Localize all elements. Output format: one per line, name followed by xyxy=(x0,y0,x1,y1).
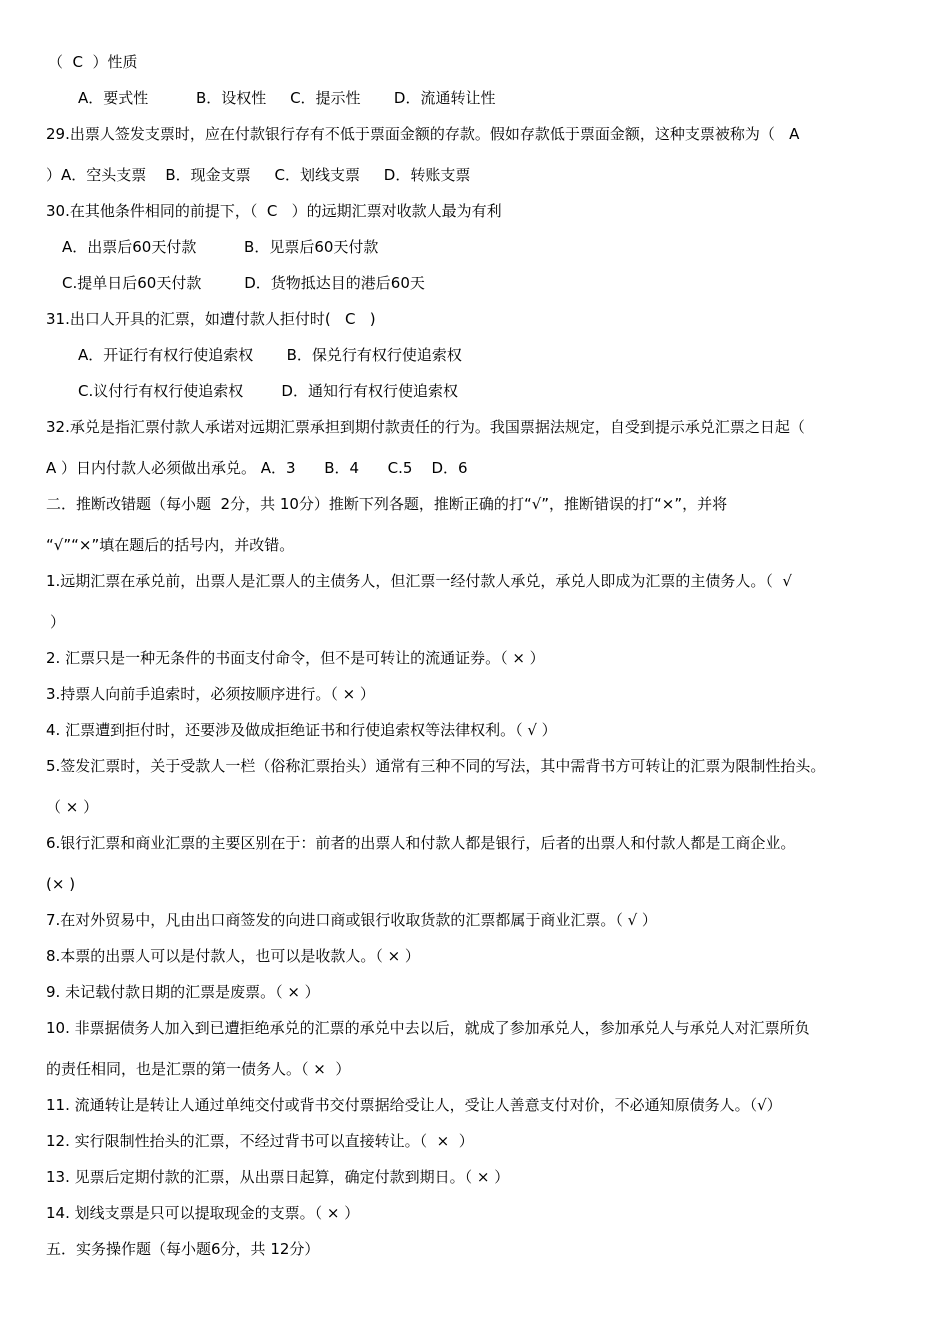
text-line-q31-options-ab: A．开证行有权行使追索权 B．保兑行有权行使追索权 xyxy=(78,346,462,364)
text-line-j1-cont: ） xyxy=(50,613,66,631)
section-heading-judgement: 二．推断改错题（每小题 2分，共 10分）推断下列各题，推断正确的打“√”，推断错误的打“×”，并将 xyxy=(46,495,728,513)
text-line-q28-options: A．要式性 B．设权性 C．提示性 D．流通转让性 xyxy=(78,89,496,107)
text-line-j3: 3.持票人向前手追索时，必须按顺序进行。（ × ） xyxy=(46,685,375,703)
text-line-q32-options: A ）日内付款人必须做出承兑。 A．3 B．4 C.5 D．6 xyxy=(46,459,468,477)
text-line-j5-cont: （ × ） xyxy=(46,798,99,816)
text-line-q28-tail: （ C ）性质 xyxy=(48,53,138,71)
text-line-j4: 4. 汇票遭到拒付时，还要涉及做成拒绝证书和行使追索权等法律权利。（ √ ） xyxy=(46,721,557,739)
text-line-q31: 31.出口人开具的汇票，如遭付款人拒付时( C ) xyxy=(46,310,376,328)
text-line-j12: 12. 实行限制性抬头的汇票，不经过背书可以直接转让。（ × ） xyxy=(46,1132,474,1150)
text-line-q30-options-ab: A．出票后60天付款 B．见票后60天付款 xyxy=(62,238,379,256)
text-line-j11: 11. 流通转让是转让人通过单纯交付或背书交付票据给受让人，受让人善意支付对价，不必通知原债务人。（√） xyxy=(46,1096,782,1114)
text-line-j1: 1.远期汇票在承兑前，出票人是汇票人的主债务人，但汇票一经付款人承兑，承兑人即成为汇票的主债务人。（ √ xyxy=(46,572,792,590)
text-line-j5: 5.签发汇票时，关于受款人一栏（俗称汇票抬头）通常有三种不同的写法，其中需背书方可转让的汇票为限制性抬头。 xyxy=(46,757,826,775)
text-line-j9: 9. 未记载付款日期的汇票是废票。（ × ） xyxy=(46,983,320,1001)
text-line-j13: 13. 见票后定期付款的汇票，从出票日起算，确定付款到期日。（ × ） xyxy=(46,1168,510,1186)
section-heading-practice: 五．实务操作题（每小题6分，共 12分） xyxy=(46,1240,320,1258)
text-line-j8: 8.本票的出票人可以是付款人，也可以是收款人。（ × ） xyxy=(46,947,420,965)
section-heading-judgement-cont: “√”“×”填在题后的括号内，并改错。 xyxy=(46,536,295,554)
text-line-j6-cont: (× ) xyxy=(46,875,76,893)
text-line-q29: 29.出票人签发支票时，应在付款银行存有不低于票面金额的存款。假如存款低于票面金额，这种支票被称为（ A xyxy=(46,125,800,143)
text-line-j10: 10. 非票据债务人加入到已遭拒绝承兑的汇票的承兑中去以后，就成了参加承兑人，参加承兑人与承兑人对汇票所负 xyxy=(46,1019,810,1037)
text-line-j14: 14. 划线支票是只可以提取现金的支票。（ × ） xyxy=(46,1204,360,1222)
text-line-j2: 2. 汇票只是一种无条件的书面支付命令，但不是可转让的流通证券。（ × ） xyxy=(46,649,545,667)
text-line-q29-options: ）A．空头支票 B．现金支票 C．划线支票 D．转账支票 xyxy=(46,166,471,184)
text-line-q30-options-cd: C.提单日后60天付款 D．货物抵达目的港后60天 xyxy=(62,274,425,292)
text-line-j6: 6.银行汇票和商业汇票的主要区别在于：前者的出票人和付款人都是银行，后者的出票人和付款人都是工商企业。 xyxy=(46,834,796,852)
text-line-j10-cont: 的责任相同，也是汇票的第一债务人。（ × ） xyxy=(46,1060,351,1078)
text-line-j7: 7.在对外贸易中，凡由出口商签发的向进口商或银行收取货款的汇票都属于商业汇票。（ √ ） xyxy=(46,911,657,929)
text-line-q31-options-cd: C.议付行有权行使追索权 D．通知行有权行使追索权 xyxy=(78,382,458,400)
text-line-q30: 30.在其他条件相同的前提下，（ C ）的远期汇票对收款人最为有利 xyxy=(46,202,502,220)
text-line-q32: 32.承兑是指汇票付款人承诺对远期汇票承担到期付款责任的行为。我国票据法规定，自受到提示承兑汇票之日起（ xyxy=(46,418,805,436)
